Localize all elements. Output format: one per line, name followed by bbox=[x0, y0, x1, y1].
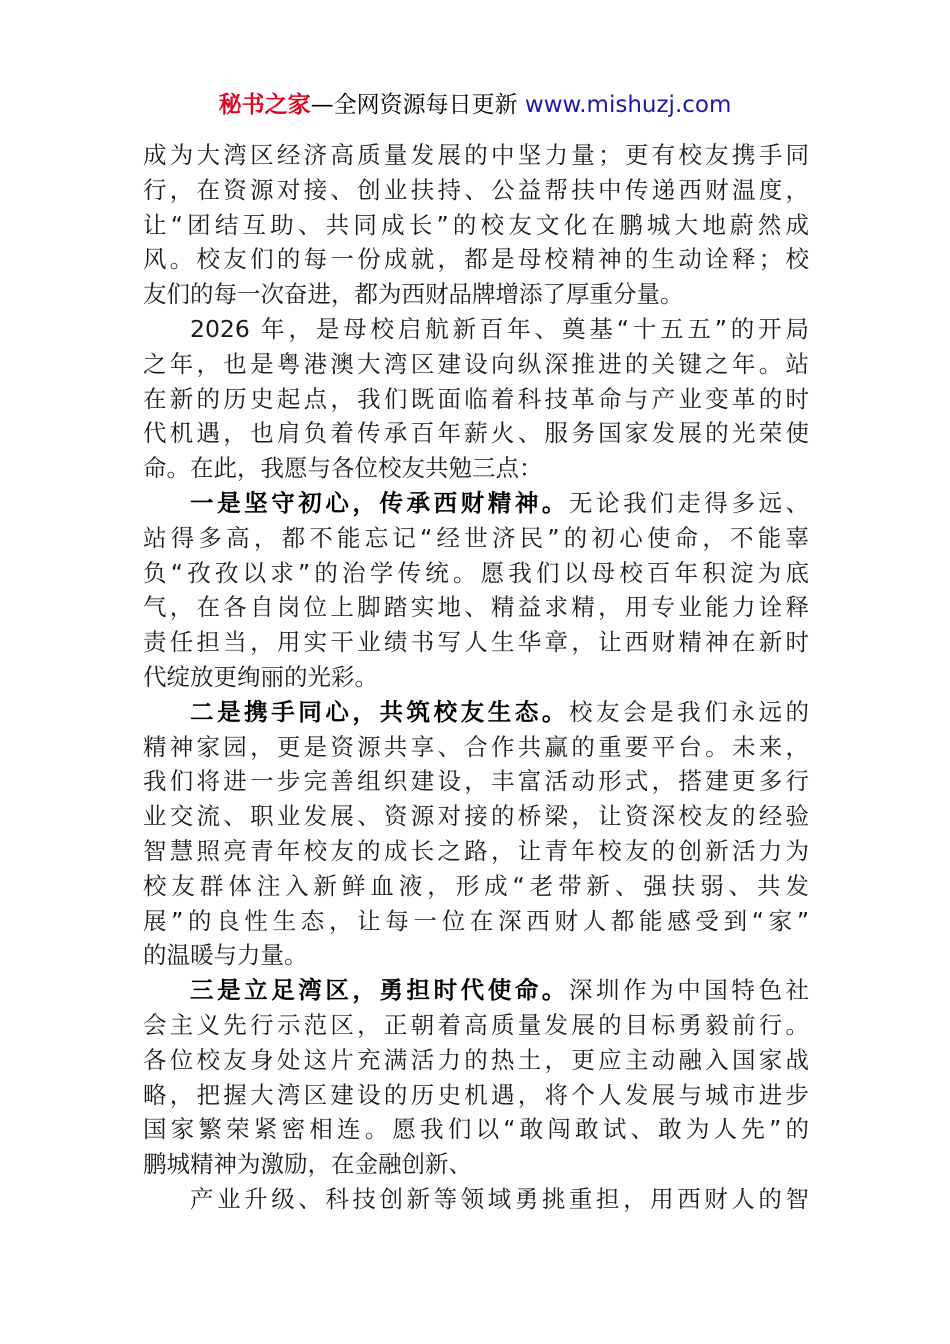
text-line: 一是坚守初心，传承西财精神。无论我们走得多远、 bbox=[190, 488, 810, 517]
text-line: 之年，也是粤港澳大湾区建设向纵深推进的关键之年。站 bbox=[143, 349, 809, 378]
text-line: 产业升级、科技创新等领域勇挑重担，用西财人的智 bbox=[190, 1184, 809, 1213]
text-line: 各位校友身处这片充满活力的热土，更应主动融入国家战 bbox=[143, 1045, 809, 1074]
document-body bbox=[143, 138, 809, 1217]
text-line: 略，把握大湾区建设的历史机遇，将个人发展与城市进步 bbox=[143, 1080, 809, 1109]
text-line: 会主义先行示范区，正朝着高质量发展的目标勇毅前行。 bbox=[143, 1010, 809, 1039]
text-line: 我们将进一步完善组织建设，丰富活动形式，搭建更多行 bbox=[143, 767, 809, 796]
text-line: 在新的历史起点，我们既面临着科技革命与产业变革的时 bbox=[143, 384, 809, 413]
text-line: 风。校友们的每一份成就，都是母校精神的生动诠释；校 bbox=[143, 245, 809, 274]
text-line: 鹏城精神为激励，在金融创新、 bbox=[143, 1150, 472, 1179]
text-line: 二是携手同心，共筑校友生态。校友会是我们永远的 bbox=[190, 697, 810, 726]
brand-name: 秘书之家 bbox=[218, 92, 311, 118]
text-line: 让“团结互助、共同成长”的校友文化在鹏城大地蔚然成 bbox=[143, 210, 809, 239]
text-line: 命。在此，我愿与各位校友共勉三点： bbox=[143, 454, 543, 483]
text-line: 展”的良性生态，让每一位在深西财人都能感受到“家” bbox=[143, 906, 809, 935]
text-line: 行，在资源对接、创业扶持、公益帮扶中传递西财温度， bbox=[143, 175, 809, 204]
site-header bbox=[0, 88, 950, 122]
header-tagline: —全网资源每日更新 bbox=[310, 92, 525, 118]
text-line: 校友群体注入新鲜血液，形成“老带新、强扶弱、共发 bbox=[143, 871, 809, 900]
text-line: 精神家园，更是资源共享、合作共赢的重要平台。未来， bbox=[143, 732, 809, 761]
text-line: 2026 年，是母校启航新百年、奠基“十五五”的开局 bbox=[190, 314, 809, 343]
text-line: 成为大湾区经济高质量发展的中坚力量；更有校友携手同 bbox=[143, 141, 809, 169]
text-line: 气，在各自岗位上脚踏实地、精益求精，用专业能力诠释 bbox=[143, 593, 809, 622]
point-one-heading: 一是坚守初心，传承西财精神。 bbox=[190, 488, 569, 517]
text-line: 的温暖与力量。 bbox=[143, 941, 308, 970]
point-three-heading: 三是立足湾区，勇担时代使命。 bbox=[190, 976, 569, 1005]
text-line: 站得多高，都不能忘记“经世济民”的初心使命，不能辜 bbox=[143, 523, 809, 552]
text-line: 国家繁荣紧密相连。愿我们以“敢闯敢试、敢为人先”的 bbox=[143, 1115, 809, 1144]
text-line: 友们的每一次奋进，都为西财品牌增添了厚重分量。 bbox=[143, 280, 684, 309]
text-line: 三是立足湾区，勇担时代使命。深圳作为中国特色社 bbox=[190, 976, 810, 1005]
text-line: 智慧照亮青年校友的成长之路，让青年校友的创新活力为 bbox=[143, 836, 809, 865]
text-line: 业交流、职业发展、资源对接的桥梁，让资深校友的经验 bbox=[143, 802, 809, 831]
text-line: 代机遇，也肩负着传承百年薪火、服务国家发展的光荣使 bbox=[143, 419, 809, 448]
text-line: 代绽放更绚丽的光彩。 bbox=[143, 662, 378, 691]
site-url-link[interactable]: www.mishuzj.com bbox=[524, 92, 732, 118]
text-line: 责任担当，用实干业绩书写人生华章，让西财精神在新时 bbox=[143, 628, 809, 657]
text-line: 负“孜孜以求”的治学传统。愿我们以母校百年积淀为底 bbox=[143, 558, 809, 587]
point-two-heading: 二是携手同心，共筑校友生态。 bbox=[190, 697, 569, 726]
